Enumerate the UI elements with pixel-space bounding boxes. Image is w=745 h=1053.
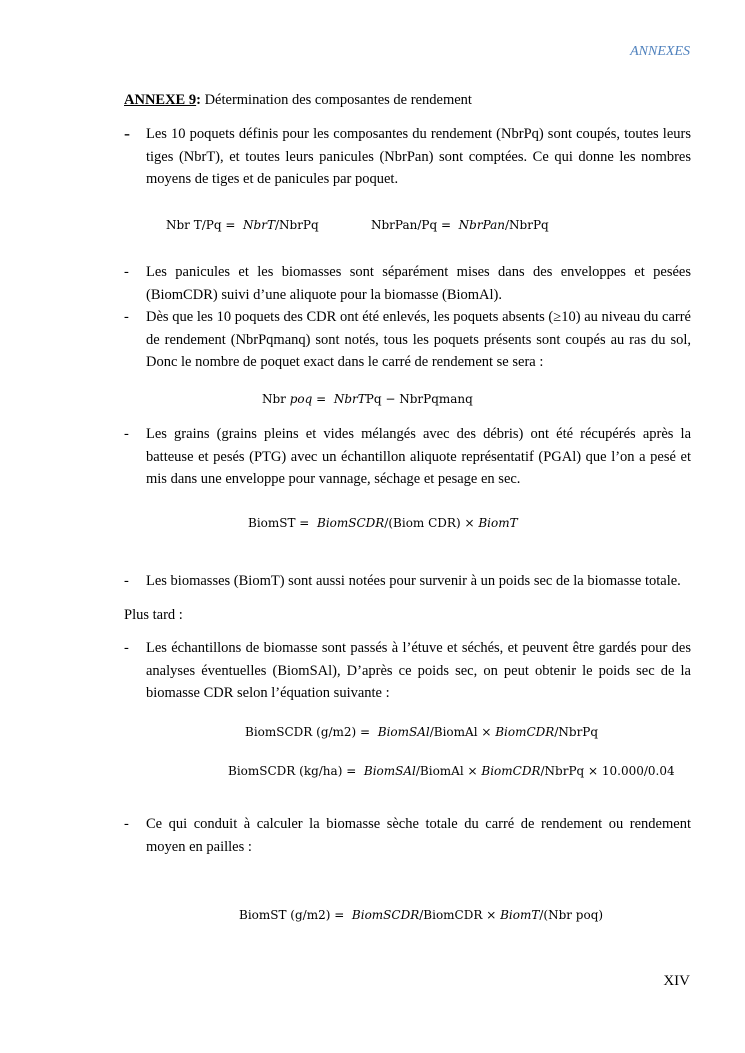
equation-biomscdr-gm2 bbox=[245, 725, 598, 739]
bullet-dash: - bbox=[124, 573, 129, 589]
eq-var: BiomSAl bbox=[363, 764, 416, 778]
bullet-dash: - bbox=[124, 640, 129, 656]
annex-label: ANNEXE 9 bbox=[124, 92, 197, 108]
eq-var: BiomCDR bbox=[495, 725, 555, 739]
eq-var: BiomT bbox=[478, 516, 518, 530]
annex-title-text: Détermination des composantes de rendement bbox=[200, 92, 472, 108]
eq-var: NbrT bbox=[333, 392, 366, 406]
bullet-text: Dès que les 10 poquets des CDR ont été enlevés, les poquets absents (≥10) au niveau du carré de rendement (NbrPqmanq) sont notés, tous les poquets présents sont coupés au ras du sol, Donc le nombre de poquet exact dans le carré de rendement se sera : bbox=[146, 309, 691, 370]
eq-rest: /NbrPq × 10.000/0.04 bbox=[540, 764, 675, 778]
equation-nbr-poq bbox=[262, 392, 473, 406]
eq-mid: /BiomAl × bbox=[415, 764, 482, 778]
eq-var: BiomCDR bbox=[481, 764, 541, 778]
eq-lhs: NbrPan/Pq = bbox=[371, 218, 455, 232]
equation-nbrt-per-pq bbox=[166, 218, 319, 232]
eq-rest: /NbrPq bbox=[505, 218, 549, 232]
eq-var: NbrPan bbox=[458, 218, 505, 232]
equation-biomst bbox=[248, 516, 518, 530]
eq-var: poq bbox=[289, 392, 313, 406]
eq-var: NbrT bbox=[243, 218, 275, 232]
bullet-text: Les échantillons de biomasse sont passés à l’étuve et séchés, et peuvent être gardés pour des analyses éventuelles (BiomSAl), D’après ce poids sec, on peut obtenir le poids sec de la biomasse CDR selon l’équation suivante : bbox=[146, 640, 691, 701]
bullet-4 bbox=[124, 423, 691, 491]
bullet-2 bbox=[124, 261, 691, 306]
annex-title bbox=[124, 92, 472, 109]
bullet-5 bbox=[124, 570, 691, 593]
bullet-text: Les biomasses (BiomT) sont aussi notées pour survenir à un poids sec de la biomasse totale. bbox=[146, 573, 681, 589]
eq-mid: = bbox=[312, 392, 331, 406]
bullet-7 bbox=[124, 813, 691, 858]
bullet-text: Les 10 poquets définis pour les composantes du rendement (NbrPq) sont coupés, toutes leurs tiges (NbrT), et toutes leurs panicules (NbrPan) sont comptées. Ce qui donne les nombres moyens de tiges et de panicules par poquet. bbox=[146, 126, 691, 187]
eq-rest: Pq − NbrPqmanq bbox=[365, 392, 473, 406]
eq-lhs: BiomSCDR (kg/ha) = bbox=[228, 764, 361, 778]
eq-lhs: BiomSCDR (g/m2) = bbox=[245, 725, 374, 739]
eq-var: BiomSCDR bbox=[351, 908, 420, 922]
annex-colon: : bbox=[196, 92, 201, 108]
bullet-dash: - bbox=[124, 426, 129, 442]
bullet-dash: - bbox=[124, 264, 129, 280]
plus-tard-text: Plus tard : bbox=[124, 607, 183, 623]
eq-var: BiomT bbox=[500, 908, 540, 922]
bullet-text: Les grains (grains pleins et vides mélangés avec des débris) ont été récupérés après la batteuse et pesés (PTG) avec un échantillon aliquote représentatif (PGAl) que l’on a pesé et mis dans une enveloppe pour vannage, séchage et pesage en sec. bbox=[146, 426, 691, 487]
eq-mid: /BiomCDR × bbox=[419, 908, 501, 922]
eq-rest: /(Nbr poq) bbox=[539, 908, 604, 922]
bullet-text: Ce qui conduit à calculer la biomasse sèche totale du carré de rendement ou rendement moyen en pailles : bbox=[146, 816, 691, 855]
bullet-1 bbox=[124, 123, 691, 191]
eq-lhs: Nbr T/Pq = bbox=[166, 218, 240, 232]
bullet-dash: - bbox=[124, 309, 129, 325]
bullet-dash: - bbox=[124, 123, 130, 143]
eq-lhs: Nbr bbox=[262, 392, 290, 406]
eq-mid: /BiomAl × bbox=[429, 725, 496, 739]
equation-biomst-gm2 bbox=[239, 908, 603, 922]
bullet-text: Les panicules et les biomasses sont séparément mises dans des enveloppes et pesées (BiomCDR) suivi d’une aliquote pour la biomasse (BiomAl). bbox=[146, 264, 691, 303]
bullet-dash: - bbox=[124, 816, 129, 832]
bullet-3 bbox=[124, 306, 691, 374]
eq-lhs: BiomST = bbox=[248, 516, 314, 530]
eq-lhs: BiomST (g/m2) = bbox=[239, 908, 349, 922]
page-number: XIV bbox=[663, 973, 690, 989]
page-header: ANNEXES bbox=[630, 44, 690, 59]
eq-rest: /NbrPq bbox=[554, 725, 599, 739]
equation-nbrpan-per-pq bbox=[371, 218, 549, 232]
bullet-6 bbox=[124, 637, 691, 705]
eq-mid: /(Biom CDR) × bbox=[384, 516, 479, 530]
equation-biomscdr-kgha bbox=[228, 764, 675, 778]
eq-var: BiomSAl bbox=[377, 725, 430, 739]
eq-var: BiomSCDR bbox=[317, 516, 385, 530]
eq-rest: /NbrPq bbox=[274, 218, 319, 232]
